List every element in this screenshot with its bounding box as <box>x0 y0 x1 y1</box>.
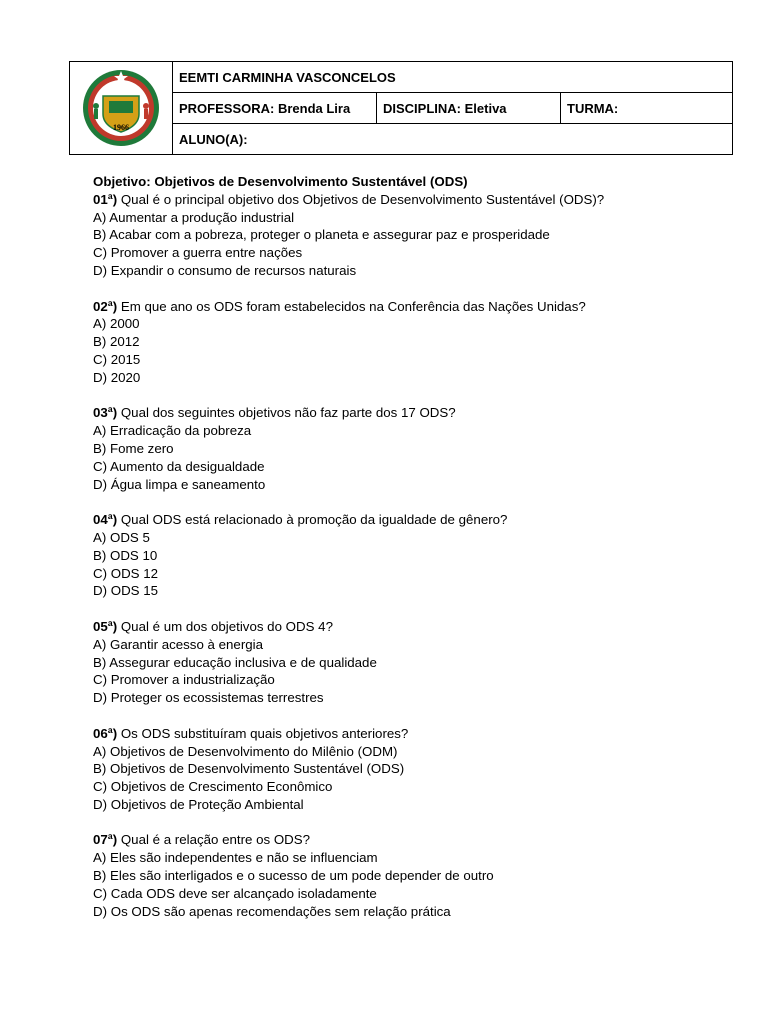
answer-option: A) Aumentar a produção industrial <box>93 209 295 225</box>
class-field: TURMA: <box>567 100 619 116</box>
question-block <box>93 511 733 600</box>
answer-option: A) Objetivos de Desenvolvimento do Milênio (ODM) <box>93 743 398 759</box>
teacher-row <box>173 93 732 124</box>
answer-option: D) ODS 15 <box>93 583 159 599</box>
info-cell <box>173 62 732 154</box>
answer-option: D) 2020 <box>93 369 141 385</box>
question-prompt: Qual é um dos objetivos do ODS 4? <box>117 618 333 634</box>
question-text <box>93 831 733 849</box>
answer-option: D) Água limpa e saneamento <box>93 476 266 492</box>
header-table <box>69 61 733 155</box>
question-text <box>93 618 733 636</box>
answer-option: A) Garantir acesso à energia <box>93 636 263 652</box>
answer-option: C) Objetivos de Crescimento Econômico <box>93 779 333 795</box>
question-text <box>93 725 733 743</box>
answer-option: B) Eles são interligados e o sucesso de um pode depender de outro <box>93 868 494 884</box>
question-number: 01ª) <box>93 191 118 207</box>
student-row <box>173 124 732 154</box>
question-number: 07ª) <box>93 832 118 848</box>
answer-option: A) ODS 5 <box>93 529 150 545</box>
answer-option: A) Erradicação da pobreza <box>93 423 252 439</box>
answer-option: D) Objetivos de Proteção Ambiental <box>93 796 304 812</box>
discipline-name: DISCIPLINA: Eletiva <box>377 93 561 123</box>
answer-option: C) Cada ODS deve ser alcançado isoladamente <box>93 885 377 901</box>
answer-option: C) Promover a industrialização <box>93 672 275 688</box>
question-prompt: Qual ODS está relacionado à promoção da igualdade de gênero? <box>117 512 508 528</box>
question-prompt: Os ODS substituíram quais objetivos anteriores? <box>117 725 409 741</box>
question-prompt: Em que ano os ODS foram estabelecidos na Conferência das Nações Unidas? <box>117 298 586 314</box>
question-block <box>93 725 733 814</box>
question-text <box>93 298 733 316</box>
school-name: EEMTI CARMINHA VASCONCELOS <box>179 69 396 85</box>
question-block <box>93 618 733 707</box>
question-number: 03ª) <box>93 405 118 421</box>
question-block <box>93 404 733 493</box>
answer-option: C) Aumento da desigualdade <box>93 458 265 474</box>
answer-option: B) Assegurar educação inclusiva e de qualidade <box>93 654 377 670</box>
question-block <box>93 298 733 387</box>
logo-year: 1966 <box>113 123 129 132</box>
question-list <box>93 191 733 921</box>
school-row <box>173 62 732 93</box>
question-prompt: Qual é o principal objetivo dos Objetivos de Desenvolvimento Sustentável (ODS)? <box>117 191 605 207</box>
question-number: 04ª) <box>93 512 118 528</box>
answer-option: C) ODS 12 <box>93 565 159 581</box>
answer-option: A) 2000 <box>93 316 140 332</box>
question-number: 05ª) <box>93 618 118 634</box>
question-text <box>93 191 733 209</box>
answer-option: B) 2012 <box>93 334 140 350</box>
question-block <box>93 831 733 920</box>
answer-option: C) Promover a guerra entre nações <box>93 245 303 261</box>
objective-line: Objetivo: Objetivos de Desenvolvimento Sustentável (ODS) <box>93 174 468 189</box>
question-block <box>93 191 733 280</box>
school-logo <box>81 68 161 148</box>
answer-option: C) 2015 <box>93 351 141 367</box>
question-number: 06ª) <box>93 725 118 741</box>
student-field: ALUNO(A): <box>179 131 248 147</box>
answer-option: D) Expandir o consumo de recursos naturais <box>93 262 357 278</box>
teacher-name: PROFESSORA: Brenda Lira <box>173 93 377 123</box>
worksheet-content <box>93 173 733 938</box>
answer-option: A) Eles são independentes e não se influenciam <box>93 850 378 866</box>
question-prompt: Qual é a relação entre os ODS? <box>117 832 311 848</box>
logo-cell <box>70 62 173 154</box>
question-text <box>93 404 733 422</box>
answer-option: B) Fome zero <box>93 440 174 456</box>
answer-option: B) Objetivos de Desenvolvimento Sustentável (ODS) <box>93 761 405 777</box>
answer-option: D) Proteger os ecossistemas terrestres <box>93 690 324 706</box>
question-number: 02ª) <box>93 298 118 314</box>
answer-option: B) ODS 10 <box>93 547 158 563</box>
question-prompt: Qual dos seguintes objetivos não faz parte dos 17 ODS? <box>117 405 456 421</box>
answer-option: D) Os ODS são apenas recomendações sem relação prática <box>93 903 451 919</box>
question-text <box>93 511 733 529</box>
answer-option: B) Acabar com a pobreza, proteger o planeta e assegurar paz e prosperidade <box>93 227 550 243</box>
